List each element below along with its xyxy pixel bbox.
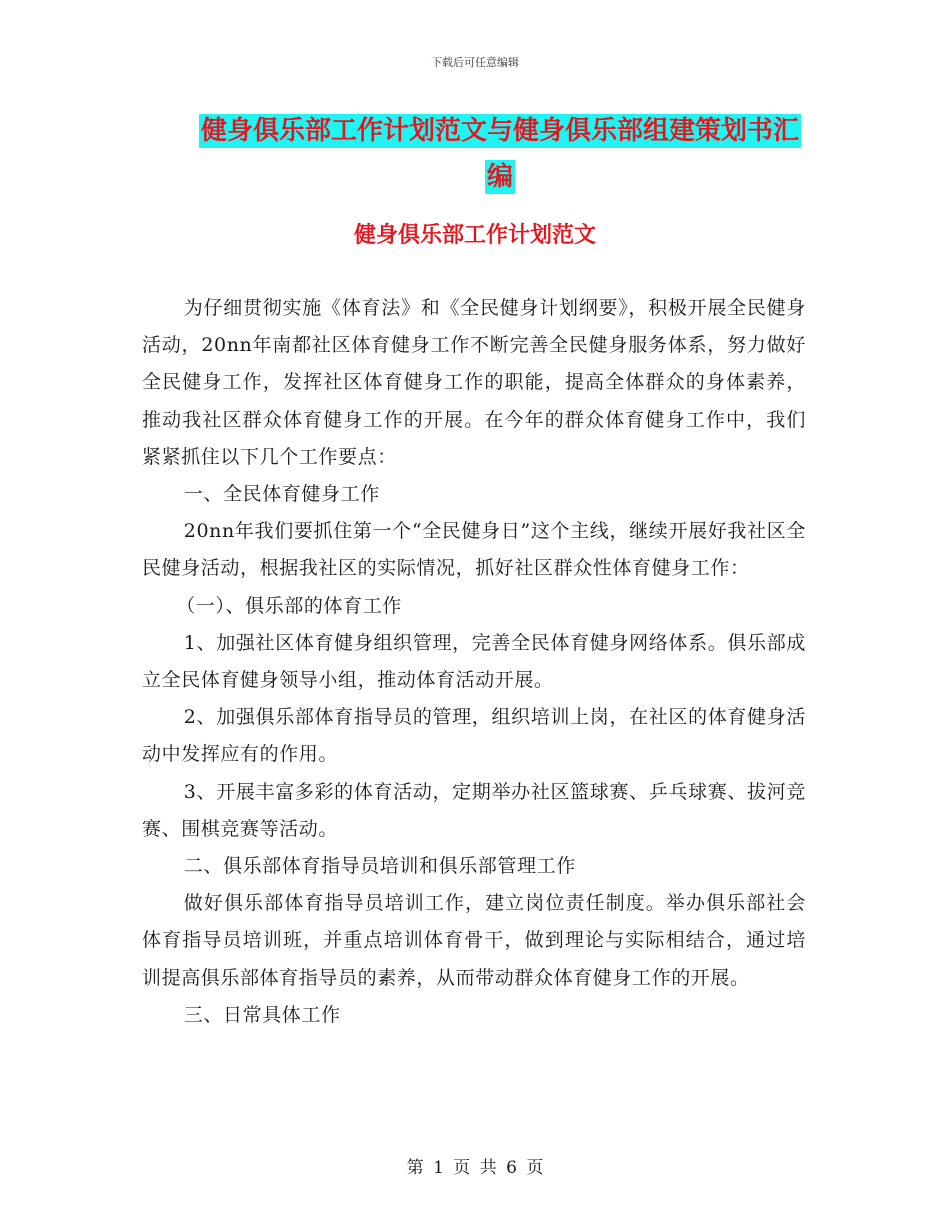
heading-subsection-1: （一）、俱乐部的体育工作 <box>176 594 402 617</box>
document-title-line-2: 编 <box>486 162 513 192</box>
paragraph-section-1: 20nn年我们要抓住第一个“全民健身日”这个主线，继续开展好我社区全民健身活动，根据我社区的实际情况，抓好社区群众性体育健身工作： <box>142 520 806 580</box>
heading-section-1: 一、全民体育健身工作 <box>183 483 380 506</box>
document-title-line-1: 健身俱乐部工作计划范文与健身俱乐部组建策划书汇 <box>200 116 799 146</box>
list-item-3: 3、开展丰富多彩的体育活动，定期举办社区篮球赛、乒乓球赛、拔河竞赛、围棋竞赛等活动。 <box>142 780 806 840</box>
paragraph-intro: 为仔细贯彻实施《体育法》和《全民健身计划纲要》，积极开展全民健身活动，20nn年南都社区体育健身工作不断完善全民健身服务体系，努力做好全民健身工作，发挥社区体育健身工作的职能，提高全体群众的身体素养，推动我社区群众体育健身工作的开展。在今年的群众体育健身工作中，我们紧紧抓住以下几个工作要点： <box>142 297 806 468</box>
paragraph-section-2: 做好俱乐部体育指导员培训工作，建立岗位责任制度。举办俱乐部社会体育指导员培训班，并重点培训体育骨干，做到理论与实际相结合，通过培训提高俱乐部体育指导员的素养，从而带动群众体育健身工作的开展。 <box>142 892 806 989</box>
body-text <box>142 290 806 1034</box>
list-item-2: 2、加强俱乐部体育指导员的管理，组织培训上岗，在社区的体育健身活动中发挥应有的作用。 <box>142 706 806 766</box>
page-header-note: 下载后可任意编辑 <box>431 56 519 69</box>
heading-section-2: 二、俱乐部体育指导员培训和俱乐部管理工作 <box>183 855 576 878</box>
list-item-1: 1、加强社区体育健身组织管理，完善全民体育健身网络体系。俱乐部成立全民体育健身领导小组，推动体育活动开展。 <box>142 631 806 692</box>
section-title: 健身俱乐部工作计划范文 <box>353 223 596 248</box>
page-number-footer: 第 1 页 共 6 页 <box>406 1158 544 1178</box>
document-title <box>190 108 810 200</box>
heading-section-3: 三、日常具体工作 <box>183 1003 341 1026</box>
